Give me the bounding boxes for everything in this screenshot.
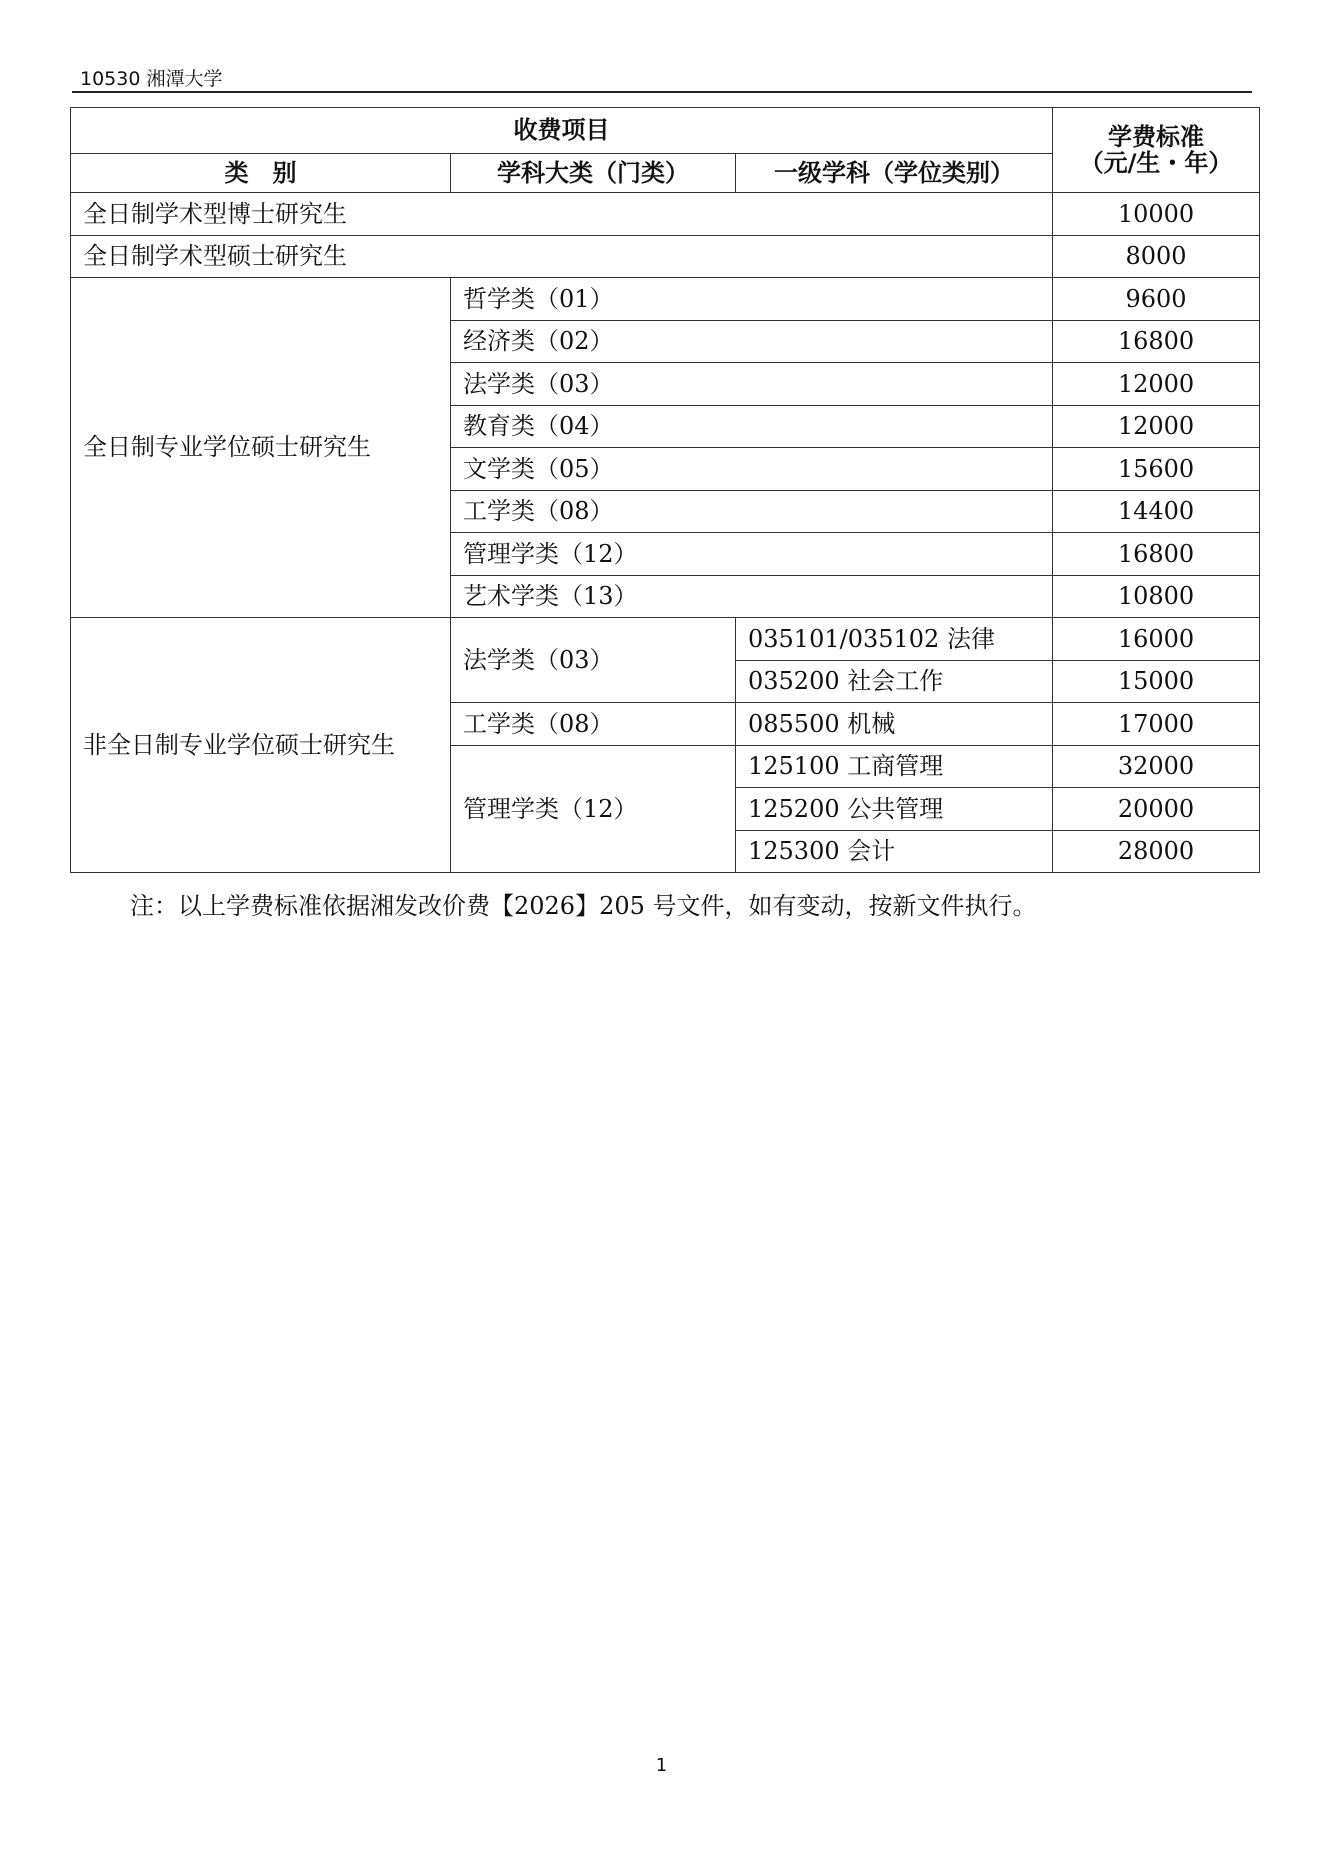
discipline-cell: 教育类（04） xyxy=(451,405,1053,448)
fee-cell: 12000 xyxy=(1053,405,1260,448)
discipline-cell: 文学类（05） xyxy=(451,448,1053,491)
tuition-header-line2: （元/生・年） xyxy=(1079,149,1233,177)
category-cell: 全日制学术型博士研究生 xyxy=(71,193,1053,236)
fee-cell: 16000 xyxy=(1053,618,1260,661)
subject-cell: 035200 社会工作 xyxy=(736,660,1053,703)
category-cell: 全日制学术型硕士研究生 xyxy=(71,235,1053,278)
subject-cell: 085500 机械 xyxy=(736,703,1053,746)
page-number: 1 xyxy=(655,1755,668,1776)
fee-cell: 14400 xyxy=(1053,490,1260,533)
discipline-cell: 艺术学类（13） xyxy=(451,575,1053,618)
fee-item-header: 收费项目 xyxy=(71,108,1053,154)
fee-cell: 20000 xyxy=(1053,788,1260,831)
tuition-fee-table xyxy=(70,107,1260,873)
category-header: 类 别 xyxy=(71,154,451,193)
subject-cell: 035101/035102 法律 xyxy=(736,618,1053,661)
table-header-row xyxy=(71,108,1260,154)
fee-cell: 12000 xyxy=(1053,363,1260,406)
fee-cell: 32000 xyxy=(1053,745,1260,788)
fee-cell: 9600 xyxy=(1053,278,1260,321)
fee-cell: 15000 xyxy=(1053,660,1260,703)
discipline-cell: 工学类（08） xyxy=(451,703,736,746)
discipline-cell: 法学类（03） xyxy=(451,363,1053,406)
discipline-cell: 工学类（08） xyxy=(451,490,1053,533)
fee-cell: 28000 xyxy=(1053,830,1260,873)
discipline-cell: 哲学类（01） xyxy=(451,278,1053,321)
subject-cell: 125100 工商管理 xyxy=(736,745,1053,788)
fee-cell: 10000 xyxy=(1053,193,1260,236)
fee-cell: 15600 xyxy=(1053,448,1260,491)
fee-cell: 10800 xyxy=(1053,575,1260,618)
footnote: 注：以上学费标准依据湘发改价费【2026】205 号文件，如有变动，按新文件执行。 xyxy=(130,892,1037,920)
discipline-cell: 管理学类（12） xyxy=(451,745,736,873)
document-header: 10530 湘潭大学 xyxy=(80,68,223,90)
table-row xyxy=(71,193,1260,236)
discipline-header: 学科大类（门类） xyxy=(451,154,736,193)
table-row xyxy=(71,235,1260,278)
fee-cell: 16800 xyxy=(1053,320,1260,363)
table-row xyxy=(71,618,1260,661)
fee-cell: 16800 xyxy=(1053,533,1260,576)
discipline-cell: 经济类（02） xyxy=(451,320,1053,363)
subject-cell: 125200 公共管理 xyxy=(736,788,1053,831)
subject-cell: 125300 会计 xyxy=(736,830,1053,873)
fee-cell: 8000 xyxy=(1053,235,1260,278)
tuition-standard-header xyxy=(1053,108,1260,193)
fee-cell: 17000 xyxy=(1053,703,1260,746)
header-divider xyxy=(72,91,1252,93)
category-cell: 非全日制专业学位硕士研究生 xyxy=(71,618,451,873)
discipline-cell: 管理学类（12） xyxy=(451,533,1053,576)
category-cell: 全日制专业学位硕士研究生 xyxy=(71,278,451,618)
discipline-cell: 法学类（03） xyxy=(451,618,736,703)
subject-header: 一级学科（学位类别） xyxy=(736,154,1053,193)
tuition-header-line1: 学费标准 xyxy=(1108,122,1205,151)
table-row xyxy=(71,278,1260,321)
